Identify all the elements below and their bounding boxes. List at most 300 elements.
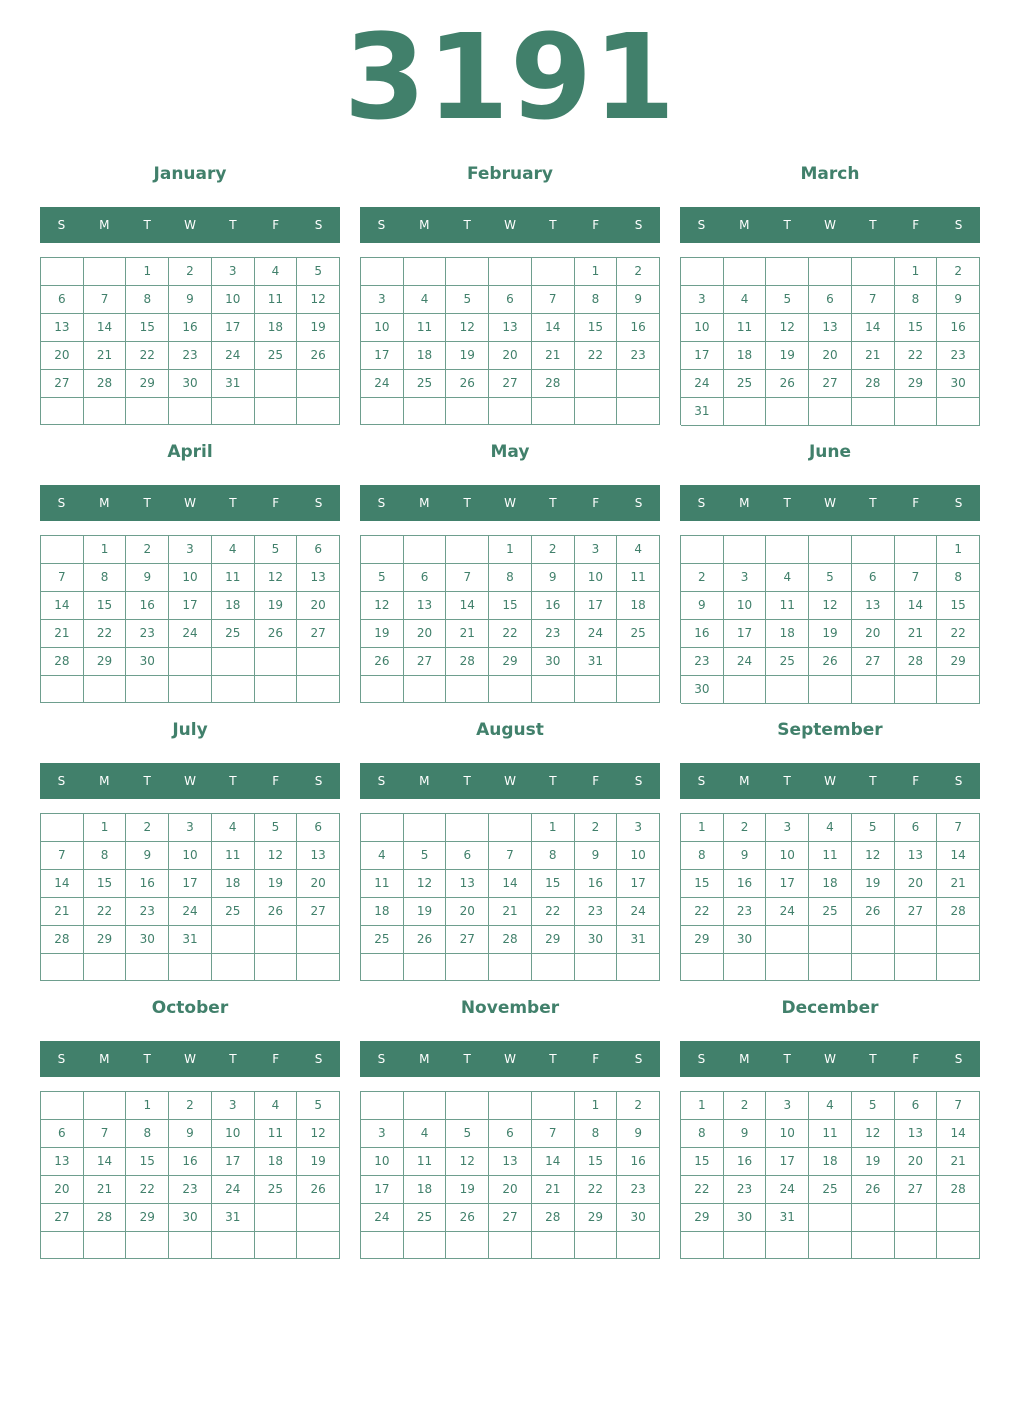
day-cell: 11 [404,314,447,342]
day-cell: 10 [361,1148,404,1176]
day-cell: 30 [532,648,575,676]
day-cell: 17 [361,1176,404,1204]
empty-day-cell [852,258,895,286]
weekday-label: W [824,774,836,788]
day-cell: 3 [724,564,767,592]
day-cell: 17 [681,342,724,370]
weekday-label: T [463,1052,471,1066]
day-cell: 16 [617,314,660,342]
day-cell: 8 [895,286,938,314]
empty-day-cell [617,398,660,425]
day-cell: 11 [724,314,767,342]
month-april [40,440,340,703]
day-grid [360,1091,660,1259]
weekday-label: S [314,218,323,232]
day-cell: 14 [446,592,489,620]
day-cell: 21 [937,870,980,898]
day-cell: 2 [937,258,980,286]
empty-day-cell [724,954,767,981]
empty-day-cell [255,954,298,981]
day-cell: 31 [575,648,618,676]
day-cell: 15 [84,870,127,898]
day-cell: 13 [41,314,84,342]
empty-day-cell [404,1232,447,1259]
empty-day-cell [937,954,980,981]
day-cell: 15 [532,870,575,898]
empty-day-cell [937,1232,980,1259]
day-cell: 17 [575,592,618,620]
day-cell: 14 [41,592,84,620]
day-cell: 29 [681,926,724,954]
empty-day-cell [852,926,895,954]
day-cell: 27 [446,926,489,954]
day-cell: 18 [255,314,298,342]
day-cell: 6 [41,286,84,314]
weekday-header [680,207,980,243]
day-cell: 19 [297,1148,340,1176]
day-cell: 9 [617,286,660,314]
day-cell: 28 [41,648,84,676]
weekday-label: S [314,496,323,510]
day-cell: 5 [404,842,447,870]
empty-day-cell [169,954,212,981]
day-cell: 22 [937,620,980,648]
empty-day-cell [575,676,618,703]
day-cell: 4 [724,286,767,314]
day-cell: 20 [895,1148,938,1176]
day-cell: 17 [617,870,660,898]
day-cell: 11 [255,1120,298,1148]
month-name: February [466,164,554,184]
empty-day-cell [446,1232,489,1259]
empty-day-cell [404,676,447,703]
day-cell: 26 [297,342,340,370]
day-cell: 1 [895,258,938,286]
day-cell: 9 [724,842,767,870]
day-cell: 8 [84,842,127,870]
day-cell: 16 [169,314,212,342]
day-cell: 3 [169,814,212,842]
day-cell: 15 [681,1148,724,1176]
empty-day-cell [766,258,809,286]
day-cell: 31 [212,370,255,398]
empty-day-cell [169,648,212,676]
day-cell: 16 [937,314,980,342]
day-grid [40,257,340,425]
weekday-label: F [272,218,280,232]
empty-day-cell [361,1232,404,1259]
day-grid [360,535,660,703]
weekday-label: S [377,1052,386,1066]
weekday-label: W [184,218,196,232]
day-cell: 29 [84,648,127,676]
day-cell: 29 [489,648,532,676]
month-march [680,162,980,425]
day-cell: 27 [895,1176,938,1204]
day-cell: 16 [617,1148,660,1176]
day-cell: 22 [84,620,127,648]
weekday-label: S [377,218,386,232]
day-cell: 8 [575,1120,618,1148]
weekday-label: T [229,218,237,232]
day-cell: 8 [575,286,618,314]
day-cell: 19 [852,870,895,898]
empty-day-cell [809,398,852,426]
weekday-label: F [592,496,600,510]
day-cell: 27 [404,648,447,676]
empty-day-cell [575,1232,618,1259]
empty-day-cell [575,954,618,981]
empty-day-cell [297,676,340,703]
day-cell: 3 [361,1120,404,1148]
day-cell: 14 [532,1148,575,1176]
day-cell: 6 [852,564,895,592]
day-cell: 24 [724,648,767,676]
day-cell: 26 [446,370,489,398]
weekday-label: S [634,496,643,510]
weekday-label: T [869,496,877,510]
day-cell: 17 [212,314,255,342]
day-cell: 5 [852,1092,895,1120]
day-cell: 16 [575,870,618,898]
empty-day-cell [84,954,127,981]
day-cell: 9 [169,286,212,314]
day-cell: 25 [404,370,447,398]
empty-day-cell [724,676,767,704]
weekday-label: F [592,1052,600,1066]
day-cell: 9 [937,286,980,314]
empty-day-cell [489,398,532,425]
day-cell: 19 [404,898,447,926]
day-cell: 28 [532,370,575,398]
day-cell: 20 [446,898,489,926]
day-cell: 25 [212,898,255,926]
empty-day-cell [255,1204,298,1232]
empty-day-cell [41,1232,84,1259]
empty-day-cell [489,676,532,703]
empty-day-cell [489,954,532,981]
weekday-label: M [419,1052,430,1066]
empty-day-cell [809,954,852,981]
day-cell: 23 [681,648,724,676]
day-cell: 18 [404,342,447,370]
day-cell: 14 [937,1120,980,1148]
empty-day-cell [895,926,938,954]
day-cell: 15 [126,314,169,342]
day-cell: 2 [724,1092,767,1120]
empty-day-cell [766,1232,809,1259]
empty-day-cell [937,926,980,954]
weekday-label: T [783,218,791,232]
weekday-label: F [272,774,280,788]
empty-day-cell [126,1232,169,1259]
weekday-label: W [824,218,836,232]
weekday-header [360,763,660,799]
day-cell: 2 [724,814,767,842]
day-cell: 23 [126,620,169,648]
weekday-label: F [912,1052,920,1066]
empty-day-cell [446,1092,489,1120]
weekday-header [680,485,980,521]
day-cell: 19 [852,1148,895,1176]
empty-day-cell [809,1204,852,1232]
day-cell: 5 [255,536,298,564]
empty-day-cell [937,398,980,426]
day-cell: 13 [489,1148,532,1176]
weekday-label: M [739,496,750,510]
day-cell: 29 [681,1204,724,1232]
month-september [680,718,980,981]
day-cell: 8 [681,842,724,870]
day-cell: 7 [532,286,575,314]
day-cell: 24 [681,370,724,398]
day-cell: 9 [169,1120,212,1148]
day-cell: 14 [489,870,532,898]
empty-day-cell [361,676,404,703]
empty-day-cell [532,398,575,425]
weekday-label: S [634,218,643,232]
day-cell: 25 [617,620,660,648]
weekday-label: F [912,774,920,788]
empty-day-cell [532,676,575,703]
empty-day-cell [809,536,852,564]
day-cell: 7 [41,564,84,592]
day-cell: 1 [575,258,618,286]
day-cell: 31 [681,398,724,426]
day-cell: 21 [489,898,532,926]
day-cell: 20 [895,870,938,898]
day-cell: 30 [169,370,212,398]
empty-day-cell [84,1092,127,1120]
day-cell: 25 [404,1204,447,1232]
day-cell: 23 [169,1176,212,1204]
weekday-label: S [697,218,706,232]
empty-day-cell [446,398,489,425]
day-cell: 22 [575,1176,618,1204]
day-cell: 18 [404,1176,447,1204]
weekday-header [40,763,340,799]
day-cell: 11 [212,842,255,870]
day-cell: 4 [404,286,447,314]
weekday-label: W [504,496,516,510]
day-cell: 12 [361,592,404,620]
day-cell: 6 [489,1120,532,1148]
day-cell: 18 [361,898,404,926]
day-cell: 14 [532,314,575,342]
day-cell: 7 [895,564,938,592]
day-cell: 23 [937,342,980,370]
empty-day-cell [617,1232,660,1259]
empty-day-cell [297,398,340,425]
day-cell: 6 [404,564,447,592]
day-cell: 24 [169,898,212,926]
day-cell: 12 [852,842,895,870]
day-cell: 3 [766,814,809,842]
day-cell: 29 [84,926,127,954]
day-cell: 31 [617,926,660,954]
day-cell: 21 [532,342,575,370]
day-cell: 27 [895,898,938,926]
month-name: November [460,998,560,1018]
weekday-label: S [377,496,386,510]
empty-day-cell [766,536,809,564]
day-cell: 24 [169,620,212,648]
empty-day-cell [297,648,340,676]
day-cell: 16 [724,1148,767,1176]
day-cell: 18 [724,342,767,370]
empty-day-cell [809,926,852,954]
day-cell: 10 [212,1120,255,1148]
empty-day-cell [361,536,404,564]
empty-day-cell [297,926,340,954]
weekday-label: T [229,774,237,788]
empty-day-cell [404,258,447,286]
empty-day-cell [404,954,447,981]
day-cell: 30 [724,1204,767,1232]
day-cell: 27 [489,370,532,398]
weekday-label: M [739,774,750,788]
weekday-label: W [504,1052,516,1066]
day-cell: 17 [361,342,404,370]
day-cell: 5 [361,564,404,592]
day-cell: 17 [212,1148,255,1176]
day-cell: 11 [766,592,809,620]
day-cell: 20 [41,1176,84,1204]
day-cell: 19 [361,620,404,648]
day-cell: 26 [809,648,852,676]
day-cell: 27 [489,1204,532,1232]
weekday-label: S [697,1052,706,1066]
empty-day-cell [895,1204,938,1232]
empty-day-cell [895,954,938,981]
empty-day-cell [489,1232,532,1259]
day-cell: 11 [404,1148,447,1176]
day-cell: 28 [937,898,980,926]
day-cell: 3 [617,814,660,842]
day-cell: 30 [617,1204,660,1232]
weekday-label: T [143,496,151,510]
day-cell: 22 [575,342,618,370]
day-cell: 10 [169,842,212,870]
weekday-label: M [99,774,110,788]
day-cell: 9 [532,564,575,592]
day-cell: 4 [212,536,255,564]
empty-day-cell [681,954,724,981]
day-cell: 22 [126,342,169,370]
empty-day-cell [895,676,938,704]
day-cell: 21 [84,1176,127,1204]
day-cell: 18 [809,870,852,898]
weekday-label: T [549,774,557,788]
weekday-label: W [824,1052,836,1066]
day-cell: 13 [809,314,852,342]
day-cell: 26 [446,1204,489,1232]
month-name: January [153,164,227,184]
weekday-label: M [99,496,110,510]
day-cell: 18 [617,592,660,620]
day-cell: 13 [489,314,532,342]
day-grid [680,813,980,981]
empty-day-cell [297,1232,340,1259]
weekday-label: T [463,774,471,788]
empty-day-cell [126,954,169,981]
weekday-label: F [272,1052,280,1066]
weekday-label: T [463,496,471,510]
empty-day-cell [404,398,447,425]
empty-day-cell [126,676,169,703]
day-cell: 25 [255,1176,298,1204]
day-cell: 3 [766,1092,809,1120]
weekday-label: T [869,218,877,232]
day-cell: 19 [255,592,298,620]
month-june [680,440,980,703]
day-cell: 14 [41,870,84,898]
day-cell: 6 [809,286,852,314]
empty-day-cell [895,536,938,564]
day-cell: 24 [361,370,404,398]
empty-day-cell [446,536,489,564]
day-cell: 1 [84,814,127,842]
day-cell: 18 [255,1148,298,1176]
day-cell: 19 [766,342,809,370]
day-cell: 24 [766,1176,809,1204]
day-cell: 28 [84,370,127,398]
day-cell: 26 [255,620,298,648]
weekday-label: S [634,774,643,788]
weekday-label: S [954,496,963,510]
day-cell: 6 [895,1092,938,1120]
empty-day-cell [84,676,127,703]
day-cell: 2 [532,536,575,564]
empty-day-cell [255,676,298,703]
day-cell: 15 [575,314,618,342]
weekday-label: T [783,496,791,510]
day-cell: 4 [809,1092,852,1120]
empty-day-cell [895,1232,938,1259]
weekday-label: W [504,218,516,232]
weekday-label: S [314,1052,323,1066]
day-cell: 6 [446,842,489,870]
day-cell: 15 [126,1148,169,1176]
day-cell: 12 [255,842,298,870]
weekday-label: F [272,496,280,510]
year-title: 3191 [343,8,677,146]
day-cell: 9 [681,592,724,620]
day-cell: 5 [255,814,298,842]
day-cell: 7 [532,1120,575,1148]
day-cell: 15 [895,314,938,342]
empty-day-cell [212,954,255,981]
month-may [360,440,660,703]
weekday-label: F [912,218,920,232]
day-cell: 29 [532,926,575,954]
day-cell: 13 [446,870,489,898]
month-october [40,996,340,1259]
month-name: June [808,442,852,462]
weekday-label: M [419,496,430,510]
day-cell: 15 [937,592,980,620]
day-cell: 17 [724,620,767,648]
day-cell: 22 [681,1176,724,1204]
month-name: September [777,720,883,740]
day-cell: 1 [126,258,169,286]
weekday-label: S [954,774,963,788]
month-name: April [167,442,213,462]
day-cell: 5 [766,286,809,314]
day-cell: 2 [617,258,660,286]
empty-day-cell [532,1092,575,1120]
empty-day-cell [212,398,255,425]
